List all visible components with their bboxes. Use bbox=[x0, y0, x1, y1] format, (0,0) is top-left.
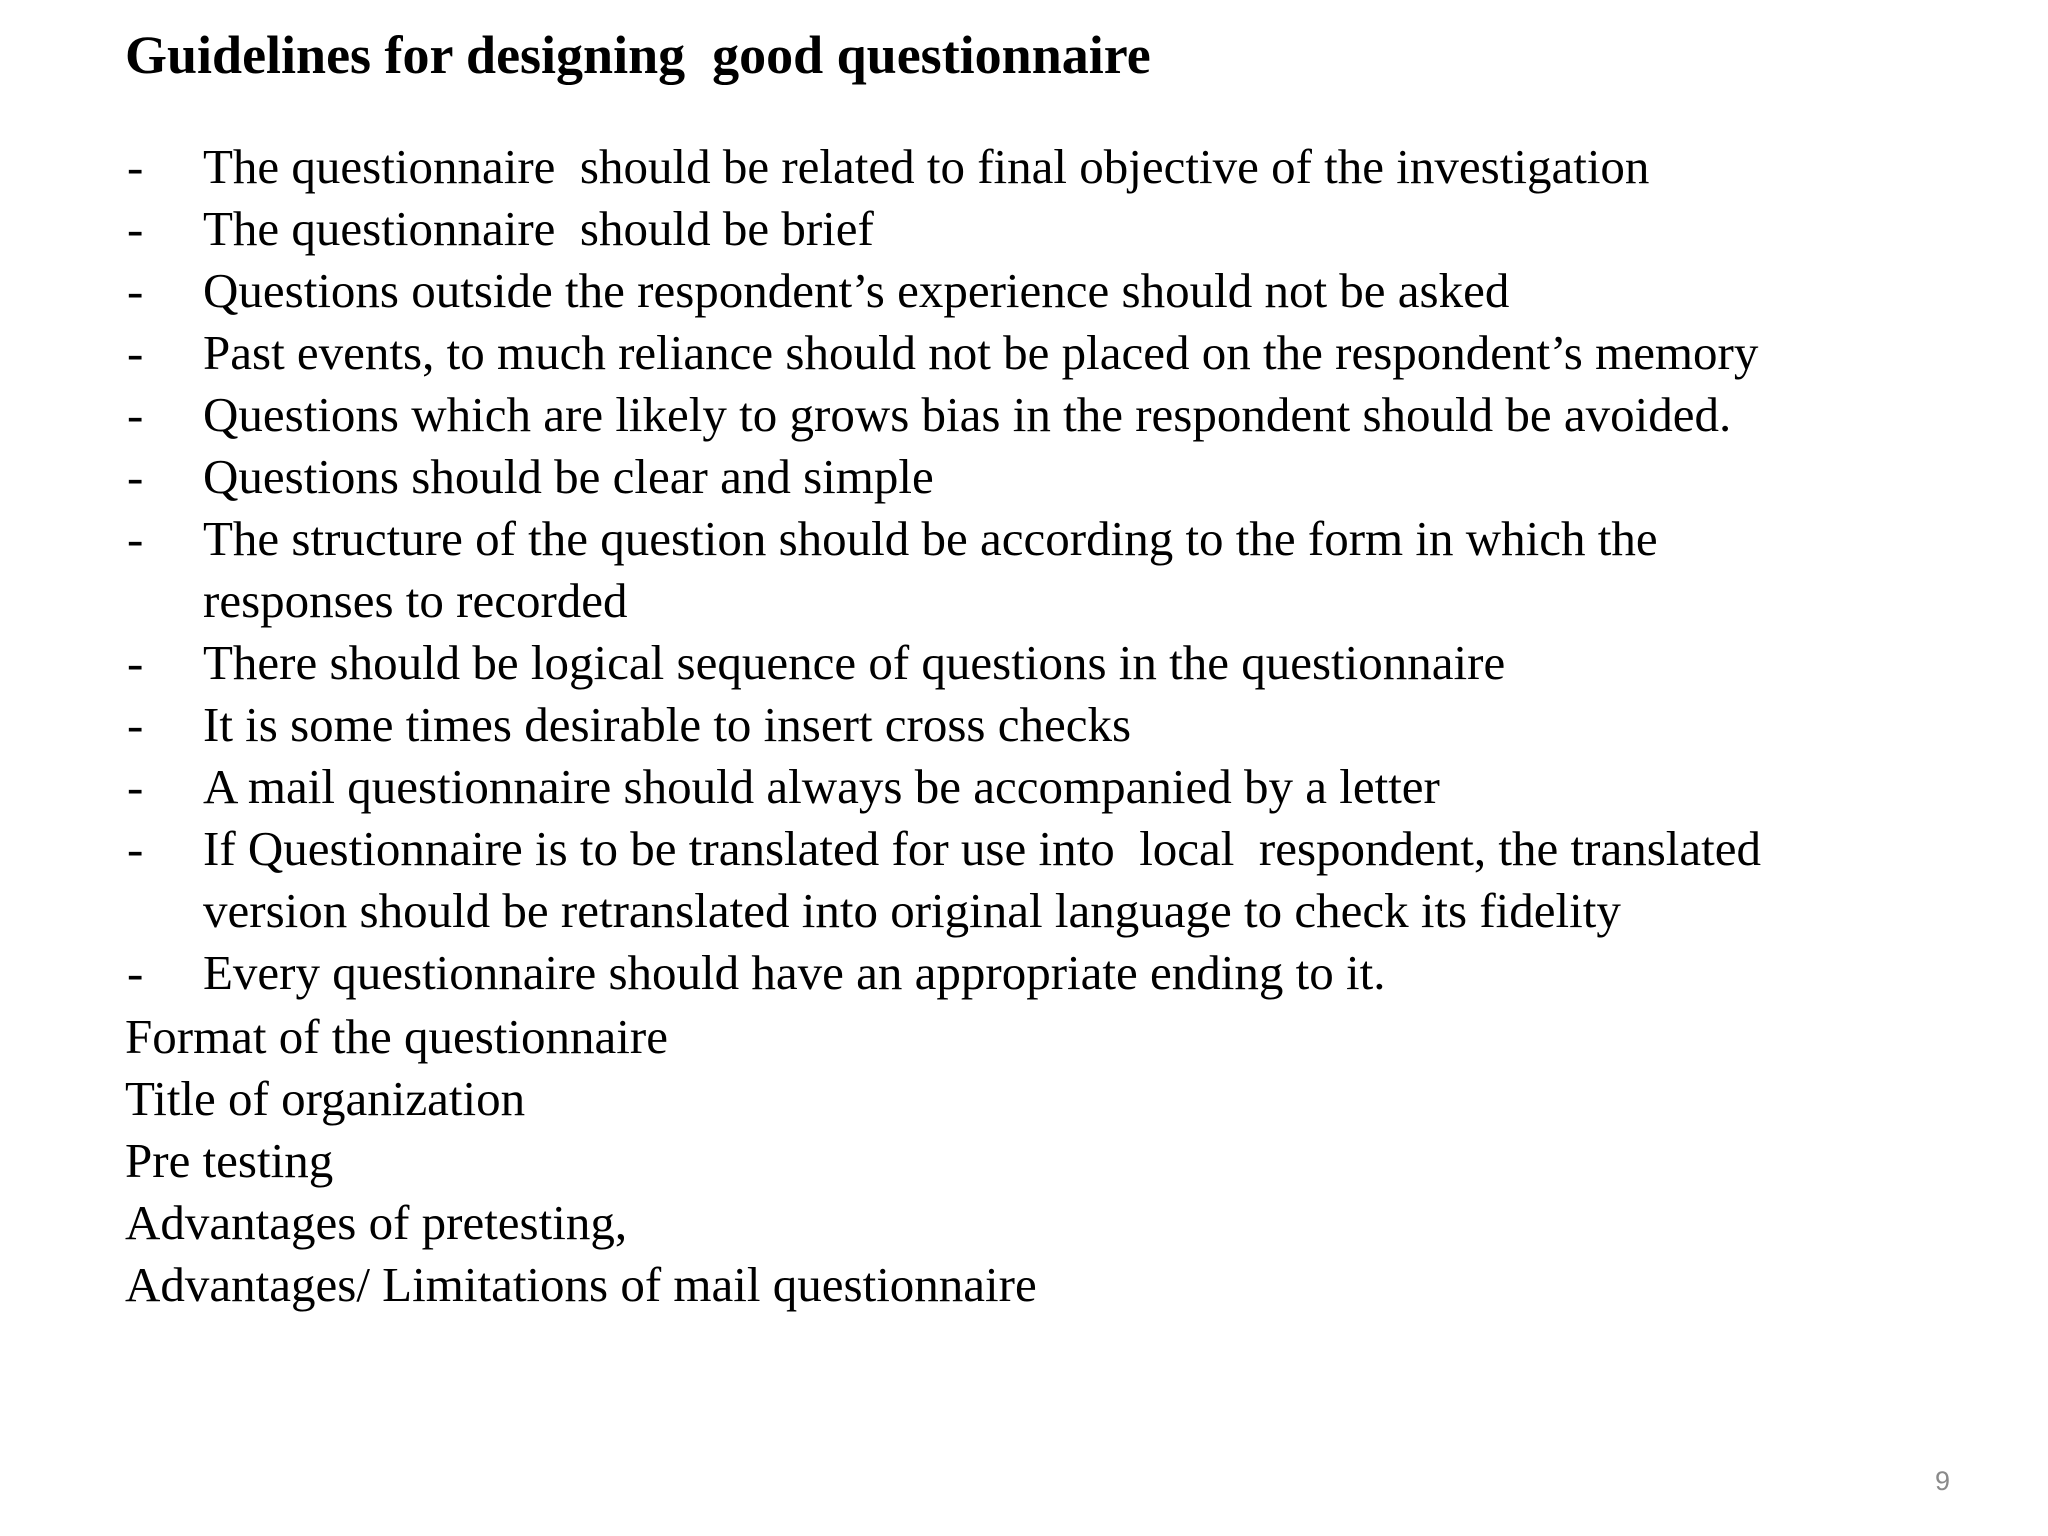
bullet-marker: - bbox=[127, 263, 144, 318]
guideline-item bbox=[125, 942, 1761, 1004]
guideline-list bbox=[125, 136, 1761, 1004]
guideline-text: Every questionnaire should have an appropriate ending to it. bbox=[203, 945, 1386, 1000]
page-number: 9 bbox=[1934, 1466, 1950, 1496]
guideline-text: The questionnaire should be related to final objective of the investigation bbox=[203, 139, 1650, 194]
guideline-item bbox=[125, 322, 1761, 384]
topic-line: Title of organization bbox=[125, 1071, 526, 1126]
topic-list bbox=[125, 1006, 1037, 1316]
bullet-marker: - bbox=[127, 325, 144, 380]
guideline-text: version should be retranslated into original language to check its fidelity bbox=[203, 883, 1621, 938]
guideline-item bbox=[125, 260, 1761, 322]
guideline-item bbox=[125, 198, 1761, 260]
guideline-item bbox=[125, 632, 1761, 694]
bullet-marker: - bbox=[127, 759, 144, 814]
topic-line: Pre testing bbox=[125, 1133, 334, 1188]
bullet-marker: - bbox=[127, 201, 144, 256]
guideline-text: Past events, to much reliance should not be placed on the respondent’s memory bbox=[203, 325, 1759, 380]
guideline-item bbox=[125, 136, 1761, 198]
guideline-text: The structure of the question should be according to the form in which the bbox=[203, 511, 1658, 566]
bullet-marker: - bbox=[127, 635, 144, 690]
guideline-text: Questions which are likely to grows bias in the respondent should be avoided. bbox=[203, 387, 1732, 442]
topic-line: Advantages of pretesting, bbox=[125, 1195, 628, 1250]
bullet-marker: - bbox=[127, 387, 144, 442]
guideline-text: responses to recorded bbox=[203, 573, 628, 628]
guideline-item bbox=[125, 446, 1761, 508]
bullet-marker: - bbox=[127, 449, 144, 504]
guideline-text: A mail questionnaire should always be accompanied by a letter bbox=[203, 759, 1440, 814]
guideline-text: Questions outside the respondent’s experience should not be asked bbox=[203, 263, 1510, 318]
guideline-item bbox=[125, 384, 1761, 446]
topic-line: Advantages/ Limitations of mail questionnaire bbox=[125, 1257, 1037, 1312]
guideline-text: Questions should be clear and simple bbox=[203, 449, 934, 504]
guideline-text: It is some times desirable to insert cross checks bbox=[203, 697, 1132, 752]
guideline-text: The questionnaire should be brief bbox=[203, 201, 874, 256]
topic-line: Format of the questionnaire bbox=[125, 1009, 668, 1064]
bullet-marker: - bbox=[127, 511, 144, 566]
guideline-item bbox=[125, 756, 1761, 818]
guideline-item bbox=[125, 508, 1761, 632]
guideline-text: If Questionnaire is to be translated for use into local respondent, the translated bbox=[203, 821, 1761, 876]
bullet-marker: - bbox=[127, 697, 144, 752]
bullet-marker: - bbox=[127, 821, 144, 876]
bullet-marker: - bbox=[127, 945, 144, 1000]
guideline-item bbox=[125, 818, 1761, 942]
guideline-text: There should be logical sequence of questions in the questionnaire bbox=[203, 635, 1506, 690]
slide-title: Guidelines for designing good questionnaire bbox=[125, 25, 1151, 85]
bullet-marker: - bbox=[127, 139, 144, 194]
guideline-item bbox=[125, 694, 1761, 756]
